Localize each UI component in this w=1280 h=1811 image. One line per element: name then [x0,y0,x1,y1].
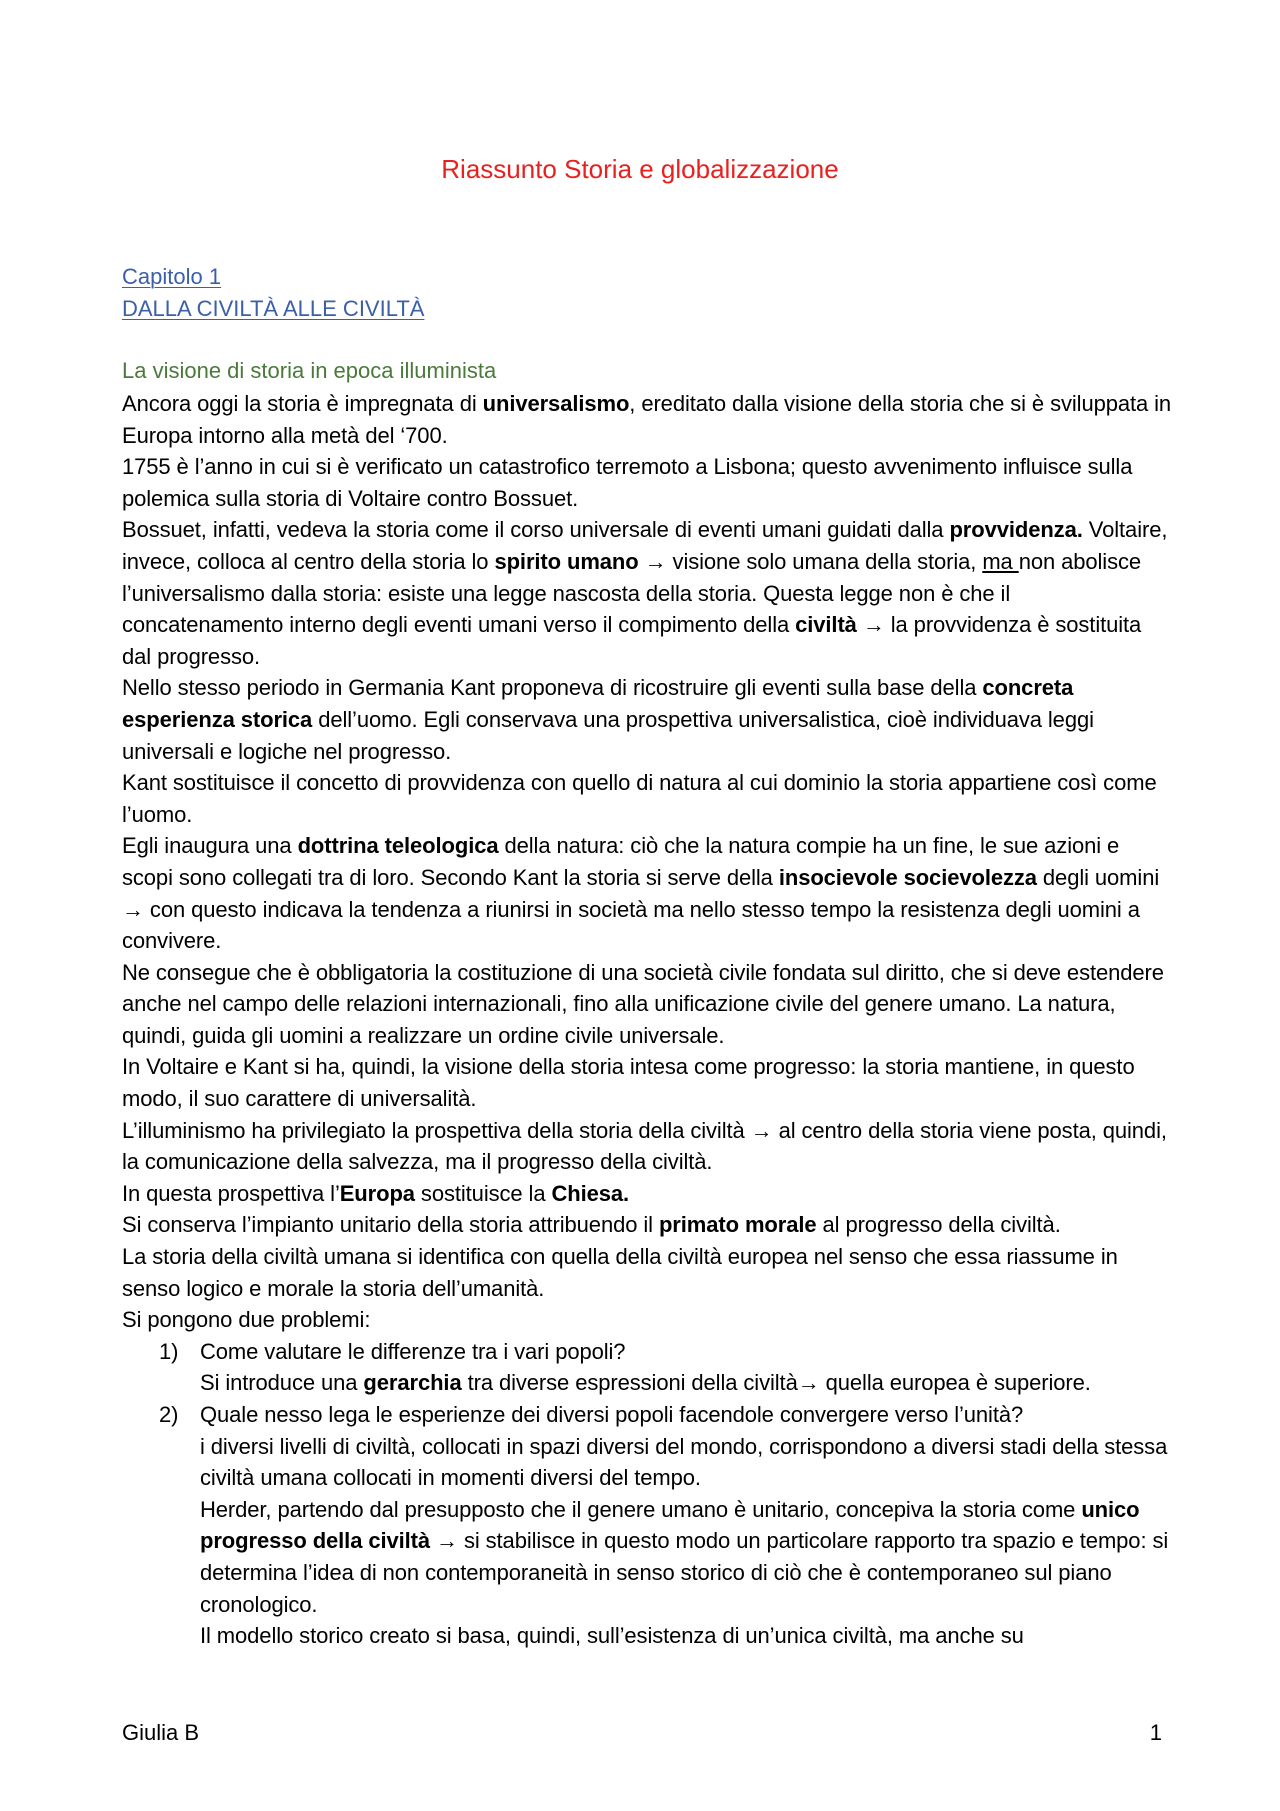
list-number: 1) [159,1338,179,1364]
list-item: 1) Come valutare le differenze tra i vari popoli? Si introduce una gerarchia tra diverse espressioni della civiltà→ quella europea è superiore. [122,1336,1172,1399]
paragraph: L’illuminismo ha privilegiato la prospettiva della storia della civiltà → al centro della storia viene posta, quindi, la comunicazione della salvezza, ma il progresso della civiltà. [122,1117,1167,1175]
chapter-number: Capitolo 1 [122,264,222,289]
arrow-right-icon: → [750,1117,773,1143]
list-item: 2) Quale nesso lega le esperienze dei diversi popoli facendole convergere verso l’unità? i diversi livelli di civiltà, collocati in spazi diversi del mondo, corrispondono a diversi stadi della stessa civiltà umana collocati in momenti diversi del tempo. Herder, partendo dal presupposto che il genere umano è unitario, concepiva la storia come unico progresso della civiltà → si stabilisce in questo modo un particolare rapporto tra spazio e tempo: si determina l’idea di non contemporaneità in senso storico di ciò che è contemporaneo sul piano cronologico. Il modello storico creato si basa, quindi, sull’esistenza di un’unica civiltà, ma anche su [122,1399,1172,1652]
footer-author: Giulia B [122,1720,200,1745]
problems-list [122,1336,1172,1652]
paragraph: In Voltaire e Kant si ha, quindi, la visione della storia intesa come progresso: la storia mantiene, in questo modo, il suo carattere di universalità. [122,1054,1135,1112]
paragraph: Ancora oggi la storia è impregnata di universalismo, ereditato dalla visione della storia che si è sviluppata in Europa intorno alla metà del ‘700. [122,391,1172,448]
page-number: 1 [1149,1720,1162,1745]
chapter-title: DALLA CIVILTÀ ALLE CIVILTÀ [122,296,425,321]
arrow-right-icon: → [797,1370,820,1396]
paragraph: Nello stesso periodo in Germania Kant proponeva di ricostruire gli eventi sulla base della concreta esperienza storica dell’uomo. Egli conservava una prospettiva universalistica, cioè individuava leggi universali e logiche nel progresso. [122,675,1094,764]
section-heading: La visione di storia in epoca illuminista [122,358,497,383]
arrow-right-icon: → [862,612,885,638]
paragraph: Bossuet, infatti, vedeva la storia come il corso universale di eventi umani guidati dalla provvidenza. Voltaire, invece, colloca al centro della storia lo spirito umano → visione solo umana della storia, ma non abolisce l’universalismo dalla storia: esiste una legge nascosta della storia. Questa legge non è che il concatenamento interno degli eventi umani verso il compimento della civiltà → la provvidenza è sostituita dal progresso. [122,517,1168,669]
document-title: Riassunto Storia e globalizzazione [441,154,839,184]
paragraph: In questa prospettiva l’Europa sostituisce la Chiesa. [122,1180,630,1206]
paragraph: Ne consegue che è obbligatoria la costituzione di una società civile fondata sul diritto, che si deve estendere anche nel campo delle relazioni internazionali, fino alla unificazione civile del genere umano. La natura, quindi, guida gli uomini a realizzare un ordine civile universale. [122,959,1164,1048]
paragraph: Si pongono due problemi: [122,1307,371,1333]
arrow-right-icon: → [436,1528,458,1554]
body-text [122,388,1172,1652]
arrow-right-icon: → [644,548,667,574]
arrow-right-icon: → [122,896,144,922]
paragraph: Kant sostituisce il concetto di provvidenza con quello di natura al cui dominio la storia appartiene così come l’uomo. [122,770,1157,827]
paragraph: 1755 è l’anno in cui si è verificato un catastrofico terremoto a Lisbona; questo avvenimento influisce sulla polemica sulla storia di Voltaire contro Bossuet. [122,454,1133,511]
paragraph: La storia della civiltà umana si identifica con quella della civiltà europea nel senso che essa riassume in senso logico e morale la storia dell’umanità. [122,1244,1118,1301]
paragraph: Egli inaugura una dottrina teleologica della natura: ciò che la natura compie ha un fine, le sue azioni e scopi sono collegati tra di loro. Secondo Kant la storia si serve della insocievole socievolezza degli uomini → con questo indicava la tendenza a riunirsi in società ma nello stesso tempo la resistenza degli uomini a convivere. [122,833,1160,954]
list-number: 2) [159,1402,179,1427]
paragraph: Si conserva l’impianto unitario della storia attribuendo il primato morale al progresso della civiltà. [122,1212,1061,1238]
